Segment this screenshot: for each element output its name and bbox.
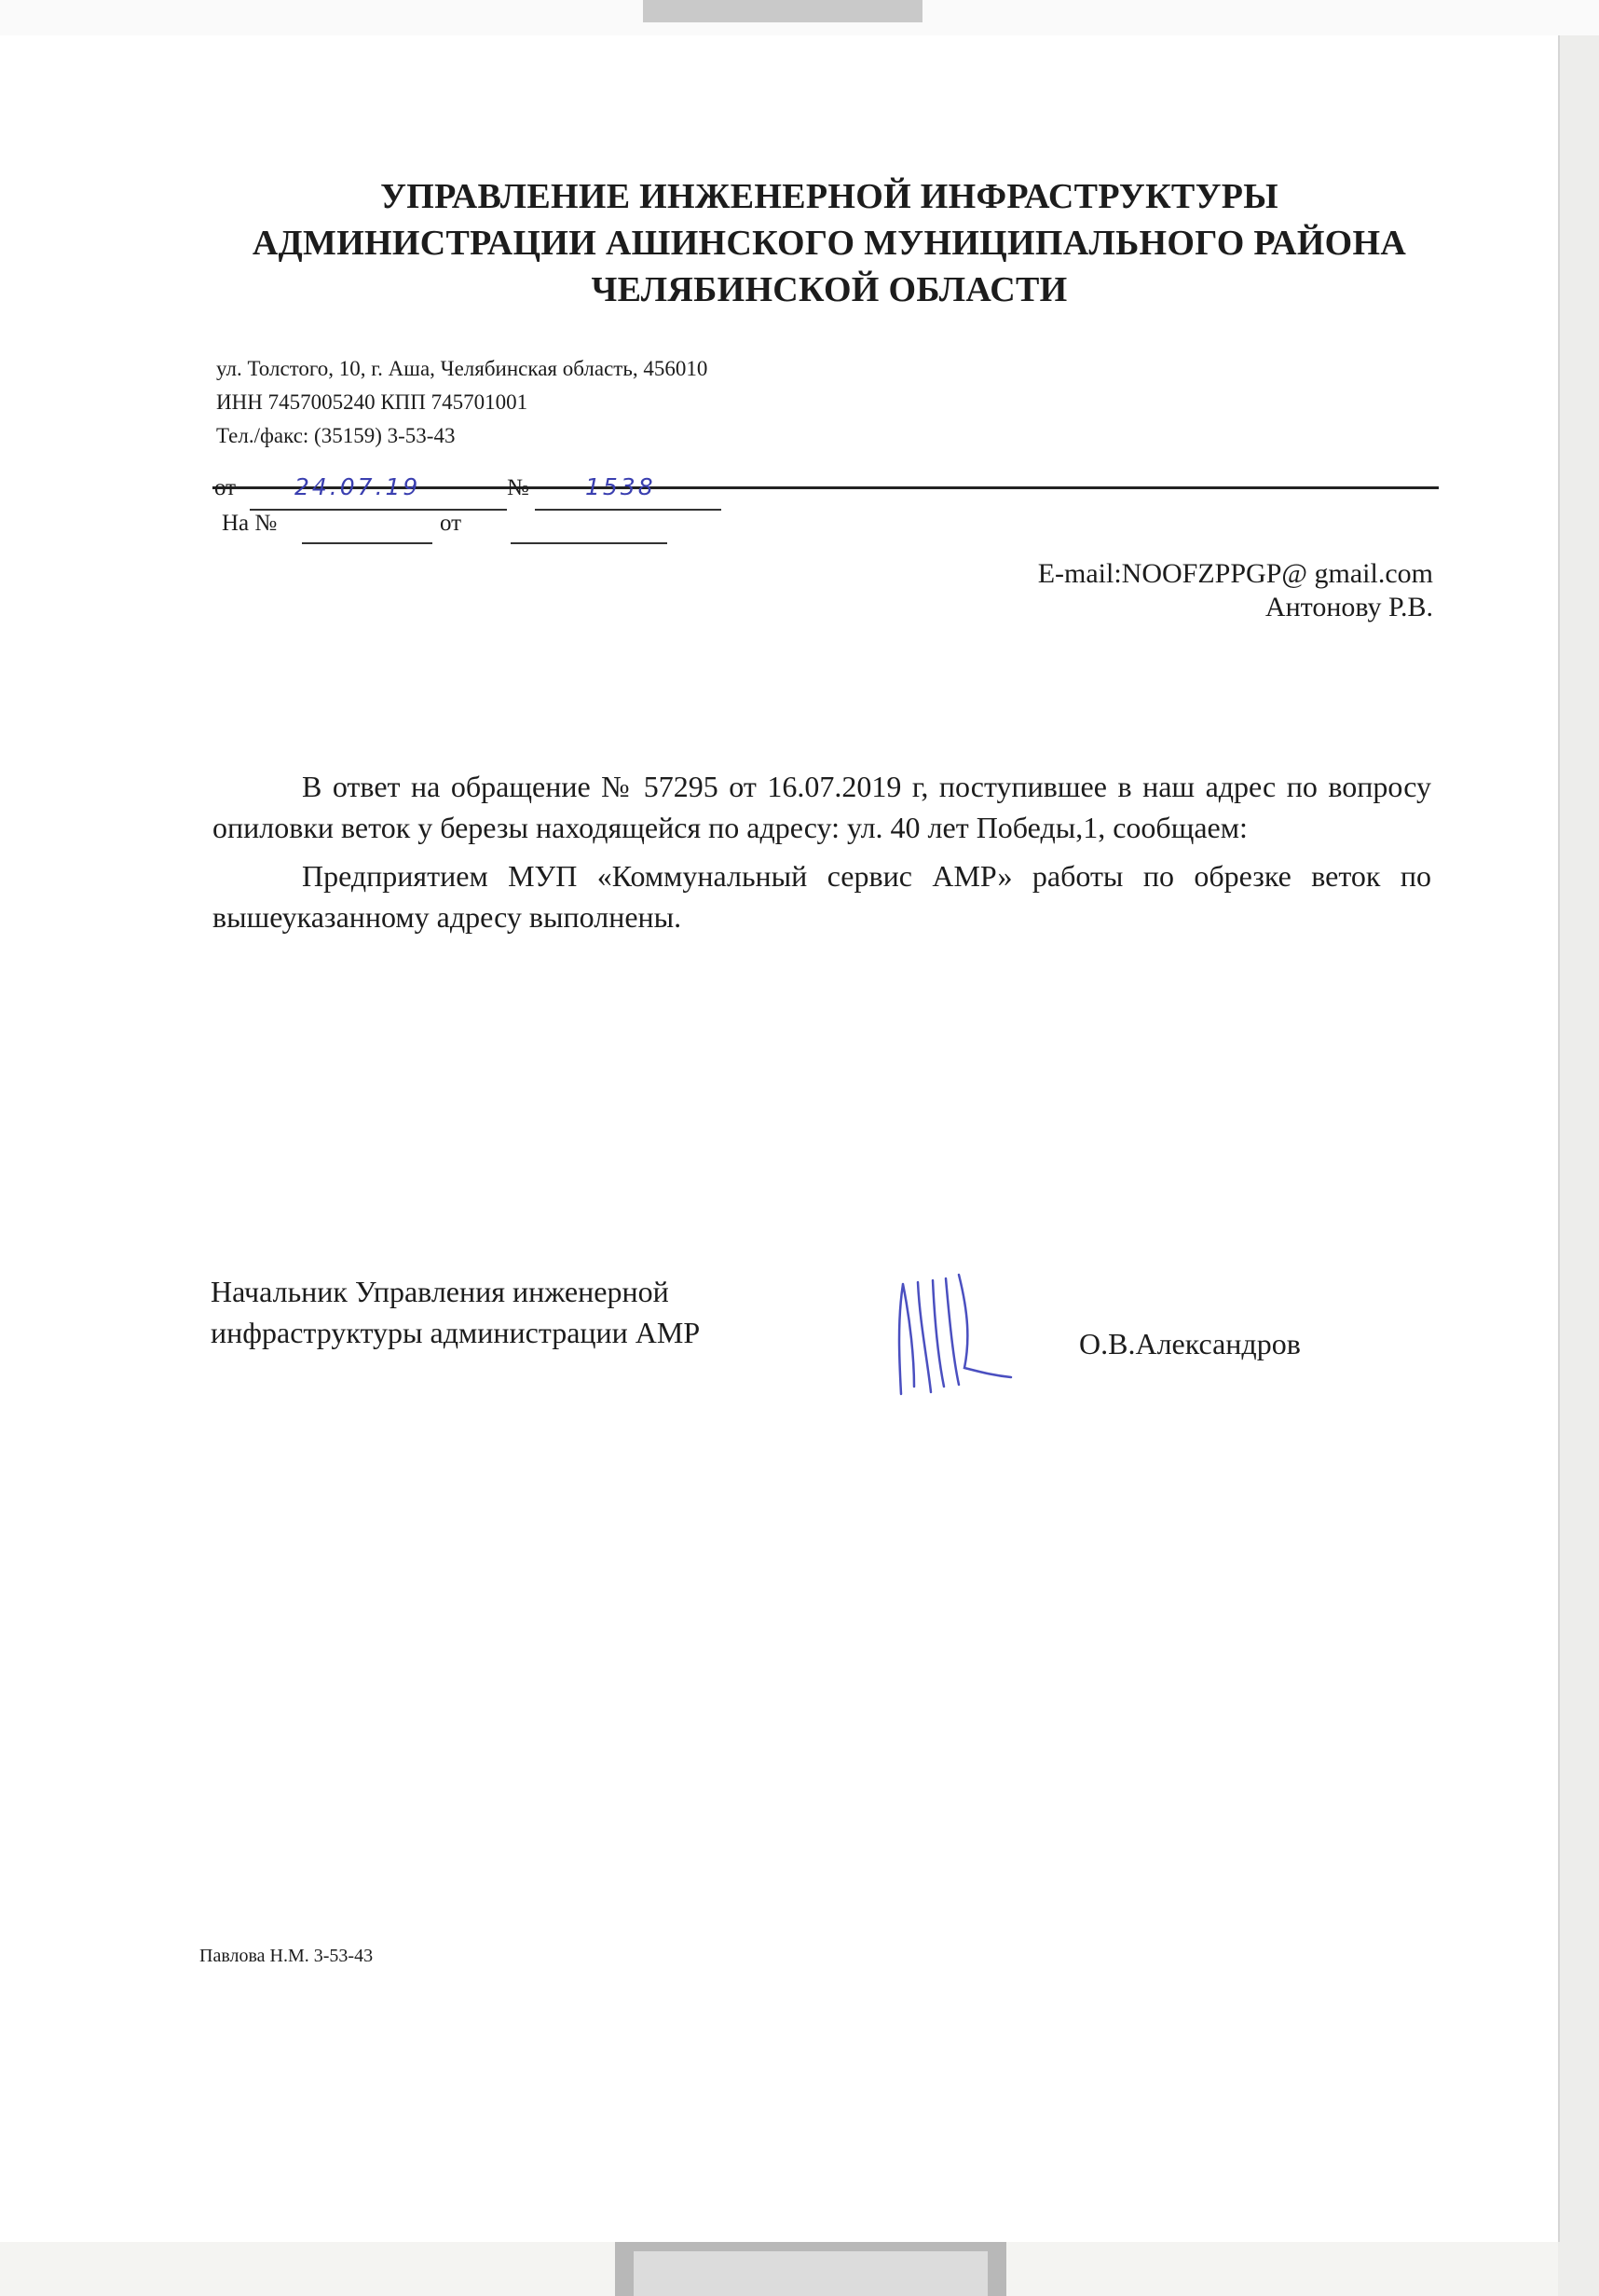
number-label: №: [507, 475, 529, 500]
signer-position-line-2: инфраструктуры администрации АМР: [211, 1316, 701, 1349]
number-handwritten: 1538: [585, 473, 656, 500]
reply-number-label: На №: [222, 511, 278, 536]
addressee-email: E-mail:NOOFZPPGP@ gmail.com: [1037, 558, 1433, 589]
from-label: от: [214, 475, 237, 500]
executor-note: Павлова Н.М. 3-53-43: [199, 1946, 374, 1966]
heading-line-1: УПРАВЛЕНИЕ ИНЖЕНЕРНОЙ ИНФРАСТРУКТУРЫ: [380, 177, 1278, 216]
body-paragraph-2: Предприятием МУП «Коммунальный сервис АМР» работы по обрезке веток по вышеуказанному адресу выполнены.: [212, 859, 1431, 934]
reply-number-line: [302, 509, 432, 544]
reply-from-line: [511, 509, 667, 544]
signer-position: [211, 1271, 700, 1353]
reply-from-label: от: [440, 511, 462, 536]
addressee-block: [1038, 557, 1433, 624]
organization-heading: [0, 173, 1599, 313]
heading-line-2: АДМИНИСТРАЦИИ АШИНСКОГО МУНИЦИПАЛЬНОГО РАЙОНА: [252, 224, 1407, 263]
letter-body: [212, 766, 1431, 937]
signer-name: О.В.Александров: [1079, 1327, 1301, 1360]
heading-line-3: ЧЕЛЯБИНСКОЙ ОБЛАСТИ: [591, 270, 1068, 309]
contact-address: ул. Толстого, 10, г. Аша, Челябинская область, 456010: [216, 357, 708, 380]
from-date-handwritten: 24.07.19: [294, 473, 421, 500]
scan-artifact-bottom: [615, 2242, 1006, 2296]
addressee-name: Антонову Р.В.: [1264, 592, 1433, 622]
scan-artifact-top: [643, 0, 922, 22]
scan-border-right: [1558, 35, 1599, 2296]
contact-inn-kpp: ИНН 7457005240 КПП 745701001: [216, 390, 528, 414]
handwritten-signature: [890, 1256, 1020, 1405]
signer-position-line-1: Начальник Управления инженерной: [211, 1275, 669, 1308]
contact-block: [216, 352, 707, 453]
contact-phone: Тел./факс: (35159) 3-53-43: [216, 424, 456, 447]
body-paragraph-1: В ответ на обращение № 57295 от 16.07.2019 г, поступившее в наш адрес по вопросу опиловки веток у березы находящейся по адресу: ул. 40 лет Победы,1, сообщаем:: [212, 770, 1431, 844]
